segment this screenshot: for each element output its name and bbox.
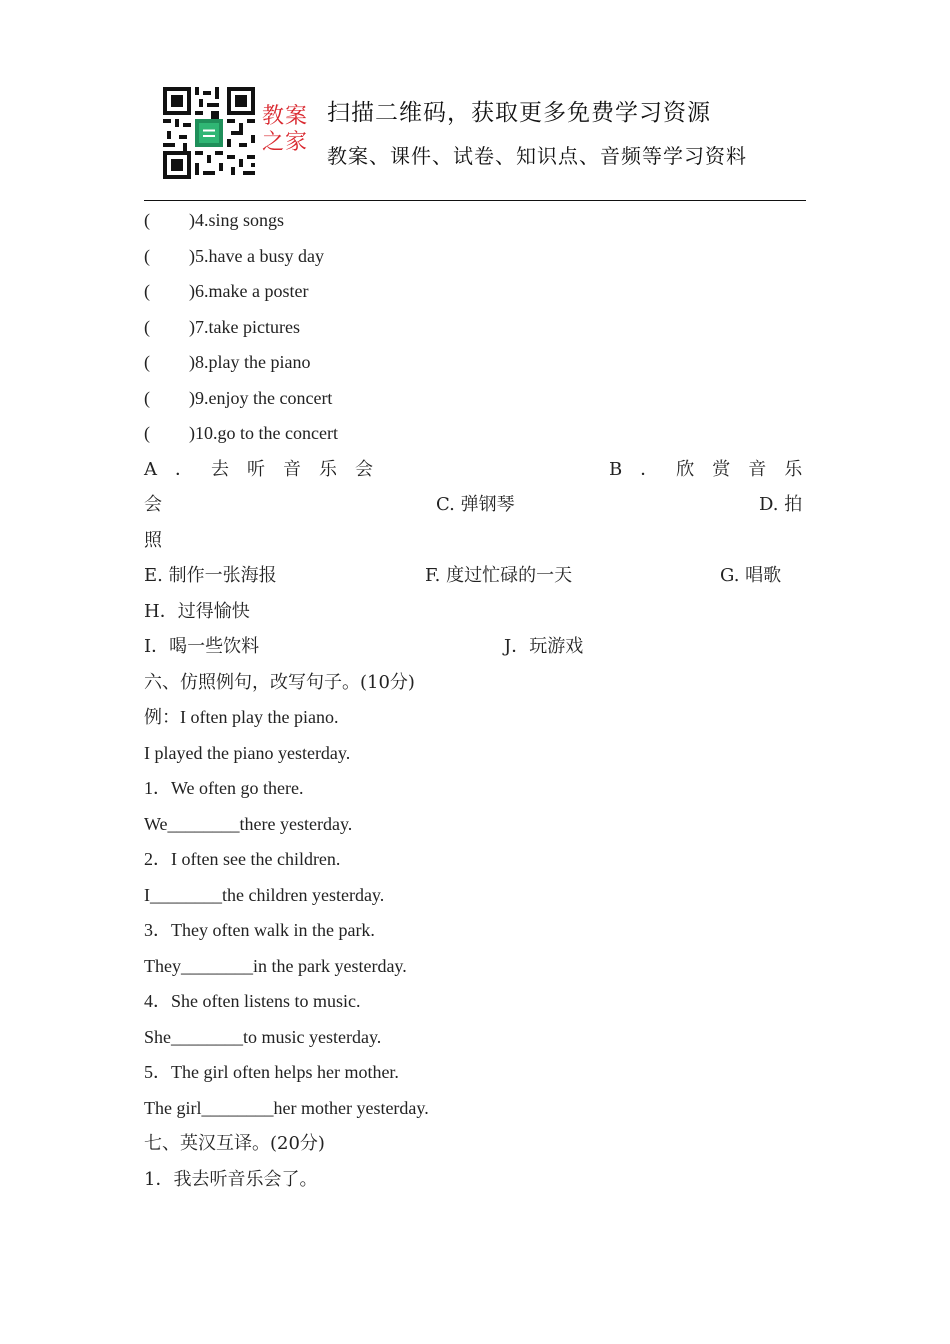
header-subline: 教案、课件、试卷、知识点、音频等学习资料 [327,144,747,168]
match-item-text: )8.play the piano [189,352,311,372]
option-c: C. 弹钢琴 [436,494,515,515]
rewrite-answer: I________the children yesterday. [144,884,385,905]
example-answer: I played the piano yesterday. [144,742,351,763]
translation-item: 1．我去听音乐会了。 [144,1168,318,1190]
rewrite-question: 4．She often listens to music. [144,991,361,1011]
option-a: A．去听音乐会 [144,458,391,480]
answer-blank: ( [144,210,150,230]
answer-blank: ( [144,387,150,408]
match-item-text: )9.enjoy the concert [189,387,333,408]
options-row [144,487,806,523]
option-i: I．喝一些饮料 [144,636,260,657]
match-item [144,274,806,310]
answer-blank: ( [144,423,150,443]
rewrite-answer: They________in the park yesterday. [144,955,407,976]
match-item-text: )10.go to the concert [189,423,338,443]
match-item [144,381,806,417]
match-item [144,310,806,346]
rewrite-answer: The girl________her mother yesterday. [144,1097,429,1118]
option-b-continued: 会 [144,494,162,515]
option-e: E. 制作一张海报 [144,565,277,586]
rewrite-question: 1．We often go there. [144,778,304,798]
option-b: B．欣赏音乐 [609,458,821,480]
options-row [144,523,806,559]
match-item [144,203,806,239]
answer-blank: ( [144,352,150,372]
answer-blank: ( [144,316,150,337]
rewrite-answer: She________to music yesterday. [144,1026,382,1047]
match-item-text: )5.have a busy day [189,245,324,266]
option-h: H．过得愉快 [144,600,250,622]
section-title: 七、英汉互译。(20分) [144,1133,325,1154]
section-title: 六、仿照例句，改写句子。(10分) [144,671,415,693]
document-body [144,203,821,1197]
options-row [144,594,806,630]
match-item-text: )7.take pictures [189,316,300,337]
match-item [144,416,806,452]
match-item-text: )6.make a poster [189,281,309,301]
brand-logo-text: 教案之家 [262,104,309,155]
match-item [144,345,806,381]
option-g: G. 唱歌 [720,565,782,586]
match-item-text: )4.sing songs [189,210,285,230]
header-divider [144,200,806,201]
options-row [144,452,821,488]
option-d: D. 拍 [759,494,803,515]
rewrite-question: 2．I often see the children. [144,849,341,869]
option-f: F. 度过忙碌的一天 [425,565,573,586]
answer-blank: ( [144,245,150,266]
option-d-continued: 照 [144,529,162,551]
example-question: 例：I often play the piano. [144,707,339,727]
rewrite-answer: We________there yesterday. [144,813,353,834]
header-slogan: 扫描二维码，获取更多免费学习资源 [327,100,711,126]
match-item [144,239,806,275]
options-row [144,558,806,594]
qr-code-icon [163,87,255,179]
rewrite-question: 3．They often walk in the park. [144,920,375,940]
options-row [144,629,806,665]
option-j: J．玩游戏 [504,636,584,657]
rewrite-question: 5．The girl often helps her mother. [144,1062,399,1082]
answer-blank: ( [144,281,150,301]
page-header [0,0,950,205]
